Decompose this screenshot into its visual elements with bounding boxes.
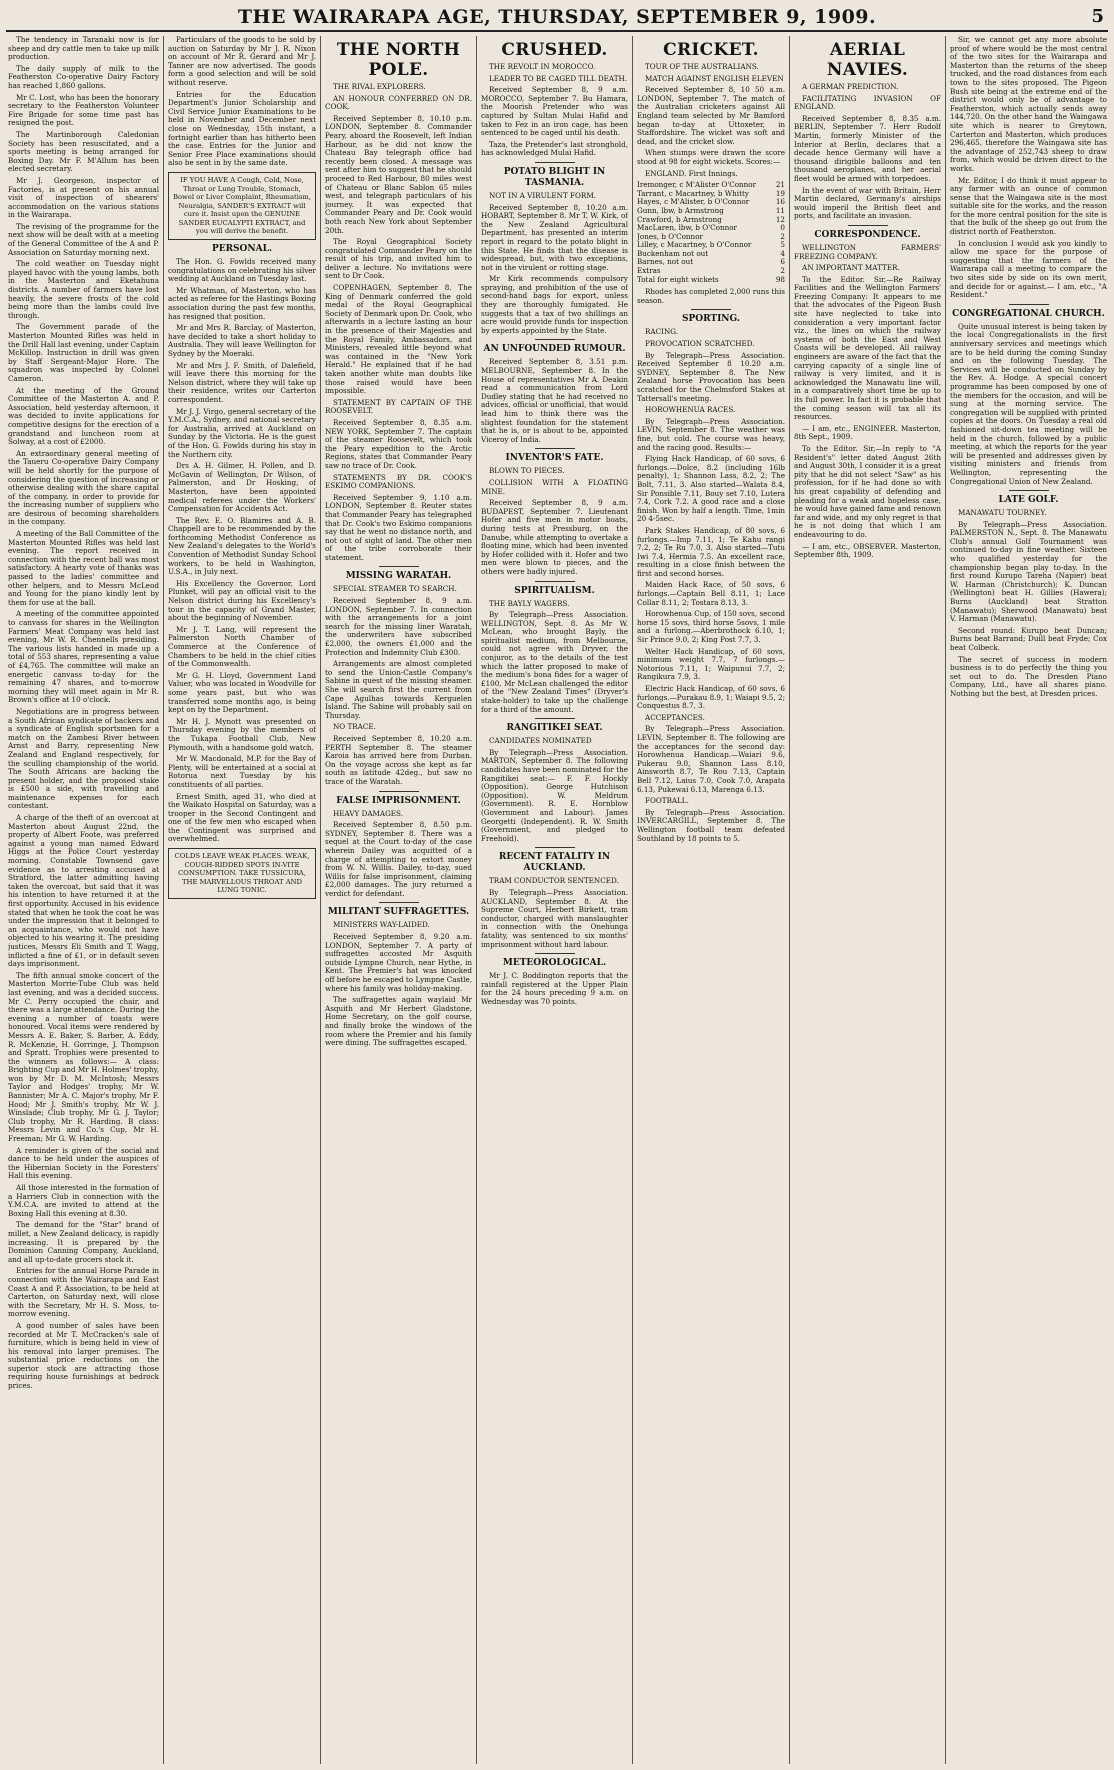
paragraph: Mr and Mrs R. Barclay, of Masterton, have decided to take a short holiday to Australia. They will leave Wellington for Sydney by the Moeraki. bbox=[168, 323, 316, 358]
paragraph: THE RIVAL EXPLORERS. bbox=[333, 82, 426, 91]
divider bbox=[1009, 490, 1049, 491]
paragraph: NOT IN A VIRULENT FORM. bbox=[489, 190, 596, 200]
paragraph: AN IMPORTANT MATTER. bbox=[802, 263, 900, 273]
false-imprisonment-article bbox=[325, 810, 472, 899]
divider bbox=[379, 791, 419, 792]
late-golf-heading: LATE GOLF. bbox=[998, 495, 1059, 506]
paragraph: By Telegraph—Press Association. LEVIN, September 8. The following are the acceptances for the second day: Horowhenua Handicap.—Waiari 9.6, Pukerau 9.0, Shannon Lass 8.10, Ainsworth 8.7, Te Rou 7.13, Captain Bell 7.12, Laius 7.0, Cook 7.0, Arapata 6.13, Pukewai 6.13, Marenga 6.13. bbox=[637, 724, 785, 794]
cricket-scores-table bbox=[637, 181, 785, 284]
paragraph: Mr J. C. Boddington reports that the rainfall registered at the Upper Plain for the 24 hours preceding 9 a.m. on Wednesday was 70 points. bbox=[481, 971, 628, 1006]
batsman: Tarrant, c Macartney, b Whitty bbox=[637, 188, 749, 198]
paragraph: By Telegraph—Press Association. Received September 8 10.20 a.m. SYDNEY, September 8. The New Zealand horse Provocation has been scratched for the Chelmsford Stakes at Tattersall's meeting. bbox=[637, 350, 785, 403]
paragraph: Mr J. Georgeson, inspector of Factories, is at present on his annual visit of inspection of shearers' accommodation on the various stations in the Wairarapa. bbox=[8, 175, 159, 220]
paragraph: Entries for the Education Department's Junior Scholarship and Civil Service Junior Examinations to be held in November and December next close on Wednesday, 15th instant, a fortnight earlier than has hitherto been the case. Entries for the Junior and Senior Free Place examinations should also be sent in by the same date. bbox=[168, 89, 316, 168]
rangitikei-heading: RANGITIKEI SEAT. bbox=[506, 723, 603, 734]
paragraph: The Martinborough Caledonian Society has been resuscitated, and a sports meeting is being arranged for Boxing Day. Mr F. M'Allum has been elected secretary. bbox=[8, 129, 159, 174]
paragraph: By Telegraph—Press Association. PALMERSTON N., Sept. 8. The Manawatu Club's annual Golf Tournament was continued to-day in fine weather. Sixteen who qualified yesterday for the championship began play to-day. In the first round Kurupo Tareha (Napier) beat W. Harman (Christchurch); K. Duncan (Wellington) beat H. Gillies (Hawera); Burns (Auckland) beat Stratton (Manawatu); Sherwood (Manawatu) beat V. Harman (Manawatu). bbox=[950, 519, 1107, 624]
cricket-heading: CRICKET. bbox=[663, 40, 759, 60]
paragraph: In the event of war with Britain, Herr Martin declared, Germany's airships would imperil the British fleet and ports, and facilitate an invasion. bbox=[794, 185, 941, 221]
paragraph: MANAWATU TOURNEY. bbox=[958, 508, 1047, 518]
paragraph: Entries for the annual Horse Parade in connection with the Wairarapa and East Coast A and P. Association, to be held at Carterton, on Saturday next, will close with the Secretary, Mr H. S. Moss, to-morrow evening. bbox=[8, 1266, 159, 1319]
paragraph: CANDIDATES NOMINATED bbox=[489, 736, 592, 746]
cricket-article bbox=[637, 63, 785, 178]
aerial-navies-heading: AERIAL NAVIES. bbox=[826, 40, 909, 80]
paragraph: In conclusion I would ask you kindly to allow me space for the purpose of suggesting that the farmers of the Wairarapa call a meeting to compare the two sites side by side on its own merit, and decide for or against.— I am, etc., "A Resident." bbox=[950, 238, 1107, 300]
paragraph: The Rev. E. O. Blamires and A. B. Chappell are to be recommended by the forthcoming Methodist Conference as New Zealand's delegates to the World's Convention of Methodist Sunday School workers, to be held in Washington, U.S.A., in July next. bbox=[168, 515, 316, 577]
correspondence-heading: CORRESPONDENCE. bbox=[814, 229, 921, 240]
runs: 16 bbox=[775, 197, 785, 207]
runs: 19 bbox=[775, 188, 785, 198]
runs: 11 bbox=[775, 205, 785, 215]
paragraph: Received September 8, 10.20 a.m. PERTH September 8. The steamer Karoia has arrived here from Durban. On the voyage across she kept as far south as latitude 42deg., but saw no trace of the Waratah. bbox=[325, 733, 472, 786]
crushed-heading: CRUSHED. bbox=[501, 40, 608, 60]
paragraph: Horowhenua Cup, of 150 sovs, second horse 15 sovs, third horse 5sovs, 1 mile and a furlong.—Aberbrothock 6.10, 1; Sir Prince 9.0, 2; King Post 7.7, 3. bbox=[637, 609, 785, 645]
paragraph: Negotiations are in progress between a South African syndicate of backers and a syndicate of English sportsmen for a match on the Zambesi River between Arnst and Barry, representing New Zealand and England respectively, for the sculling championship of the world. The South Africans are backing the present holder, and the proposed stake is £500 a side, with travelling and maintenance expenses for each contestant. bbox=[8, 706, 159, 811]
paragraph: MINISTERS WAY-LAIDED. bbox=[333, 920, 430, 930]
paragraph: Received September 8, 8.50 p.m. SYDNEY, September 8. There was a sequel at the Court to-day of the case wherein Dailey was acquitted of a charge of attempting to extort money from W. N. Willis. Dailey, to-day, sued Willis for false imprisonment, claiming £2,000 damages. The jury returned a verdict for defendant. bbox=[325, 820, 472, 898]
paragraph: An extraordinary general meeting of the Taueru Co-operative Dairy Company will be held shortly for the purpose of considering the question of increasing or otherwise dealing with the share capital of the company, in order to provide for the increasing number of suppliers who are desirous of becoming shareholders in the company. bbox=[8, 448, 159, 527]
paragraph: SPECIAL STEAMER TO SEARCH. bbox=[333, 584, 457, 594]
paragraph: The daily supply of milk to the Featherston Co-operative Dairy Factory has reached 1,860 gallons. bbox=[8, 63, 159, 90]
paragraph: AN HONOUR CONFERRED ON DR. COOK. bbox=[325, 93, 472, 112]
personal-list bbox=[168, 258, 316, 844]
paragraph: THE BAYLY WAGERS. bbox=[489, 598, 570, 608]
spiritualism-article bbox=[481, 600, 628, 715]
paragraph: Received September 8, 8.35 a.m. BERLIN, September 7. Herr Rudolf Martin, formerly Minister of the Interior at Berlin, declares that a decade hence Germany will have a thousand dirigible balloons and ten thousand aeroplanes, and her aerial fleet would be armed with torpedoes. bbox=[794, 113, 941, 183]
paragraph: By Telegraph—Press Association. INVERCARGILL, September 8. The Wellington football team defeated Southland by 18 points to 5. bbox=[637, 807, 785, 843]
score-row bbox=[637, 276, 785, 285]
potato-blight-article bbox=[481, 192, 628, 336]
paragraph: RACING. bbox=[645, 327, 678, 337]
paragraph: Taza, the Pretender's last stronghold, has acknowledged Mulai Hafid. bbox=[481, 139, 628, 158]
column-6 bbox=[794, 36, 941, 1764]
paragraph: The Royal Geographical Society congratulated Commander Peary on the result of his trip, and invited him to deliver a lecture. No invitations were sent to Dr Cook. bbox=[325, 237, 472, 281]
column-5 bbox=[637, 36, 785, 1764]
paragraph: Drs A. H. Gilmer, H. Pollen, and D. McGavin of Wellington, Dr Wilson, of Palmerston, and Dr Hosking, of Masterton, have been appointed medical referees under the Workers' Compensation for Accidents Act. bbox=[168, 461, 316, 514]
paragraph: Mr H. J. Mynott was presented on Thursday evening by the members of the Tukapa Football Club, New Plymouth, with a handsome gold watch. bbox=[168, 716, 316, 752]
paragraph: By Telegraph—Press Association. AUCKLAND, September 8. At the Supreme Court, Herbert Birkett, tram conductor, charged with manslaughter in connection with the Onehunga fatality, was sentenced to six months' imprisonment without hard labour. bbox=[481, 887, 628, 949]
waratah-heading: MISSING WARATAH. bbox=[345, 571, 452, 582]
paragraph: Mr Kirk recommends compulsory spraying, and prohibition of the use of second-hand bags for export, unless they are thoroughly fumigated. He suggests that a tax of two shillings an acre would provide funds for inspection by experts appointed by the State. bbox=[481, 274, 628, 335]
freezing-company-letter bbox=[950, 36, 1107, 300]
fatality-heading: RECENT FATALITY IN AUCKLAND. bbox=[498, 852, 611, 874]
paragraph: The suffragettes again waylaid Mr Asquith and Mr Herbert Gladstone, Home Secretary, on the golf course, and finally broke the windows of the room where the Premier and his family were dining. The suffragettes escaped. bbox=[325, 995, 472, 1048]
paragraph: The fifth annual smoke concert of the Masterton Morrie-Tube Club was held last evening, and was a decided success. Mr C. Perry occupied the chair, and there was a large attendance. During the evening a number of toasts were honoured. Vocal items were rendered by Messrs A. E. Baker, S. Barber, A. Eddy, R. McKenzie, H. Gorringe, J. Thompson and Spratt. Trophies were presented to the winners as follows:— A class: Brighting Cup and Mr H. Holmes' trophy, won by Mr D. M. McIntosh; Messrs Taylor and Hodges' trophy, Mr W. Bannister; Mr A. C. Major's trophy, Mr F. Hood; Mr J. Smith's trophy, Mr W. J. Winslade; Club trophy, Mr G. J. Taylor; Club trophy, Mr R. Harding. B class: Messrs Levin and Co.'s Cup, Mr H. Freeman; Mr G. W. Harding. bbox=[8, 970, 159, 1144]
paragraph: The Hon. G. Fowlds received many congratulations on celebrating his silver wedding at Auckland on Tuesday last. bbox=[168, 257, 316, 284]
divider bbox=[848, 225, 888, 226]
column-divider bbox=[320, 36, 321, 1764]
paragraph: Received September 8, 10.20 a.m. HOBART, September 8. Mr T. W. Kirk, of the New Zealand Agricultural Department, has presented an interim report in regard to the potato blight in this State. He finds that the disease is widespread, but, with two exceptions, not in the virulent or rotting stage. bbox=[481, 202, 628, 272]
column-divider bbox=[632, 36, 633, 1764]
cricket-footnote: Rhodes has completed 2,000 runs this season. bbox=[637, 287, 785, 305]
batsman: Gunn, lbw, b Armstrong bbox=[637, 205, 724, 215]
column-divider bbox=[789, 36, 790, 1764]
paragraph: COLLISION WITH A FLOATING MINE. bbox=[481, 477, 628, 496]
paragraph: To the Editor. Sir,—In reply to "A Resident's" letter dated August 26th and August 30th, I consider it is a great pity that he did not select "Saw" as his profession, for if he had done so with his great capability of defending and pleading for a weak and hopeless case, he would have gained fame and renown far and wide, and my only regret is that he is not doing that which I am endeavouring to do. bbox=[794, 443, 941, 539]
sporting-heading: SPORTING. bbox=[681, 314, 741, 325]
paragraph: NO TRACE. bbox=[333, 722, 376, 732]
rumour-heading: AN UNFOUNDED RUMOUR. bbox=[483, 344, 626, 355]
waratah-article bbox=[325, 585, 472, 786]
paragraph: THE REVOLT IN MOROCCO. bbox=[489, 62, 596, 71]
paragraph: Electric Hack Handicap, of 60 sovs, 6 furlongs.—Purakau 8.9, 1; Waiapi 9.5, 2; Conquestus 8.7, 3. bbox=[637, 684, 785, 711]
paragraph: Sir, we cannot get any more absolute proof of where would be the most central of the two sites for the Wairarapa and Masterton than the returns of the sheep trucked, and the road distances from each town to the sites proposed. The Pigeon Bush site being at the extreme end of the district would only be of advantage to Featherston, which actually sends away 144,720. On the other hand the Waingawa site which is nearer to Greytown, Carterton and Masterton, which produces 296,465, therefore the Waingawa site has the advantage of 252,743 sheep to draw from, which would be driven direct to the works. bbox=[950, 36, 1107, 173]
runs: 21 bbox=[775, 180, 785, 190]
paragraph: Welter Hack Handicap, of 60 sovs, minimum weight 7.7, 7 furlongs.—Notorious 7.11, 1; Waipunui 7.7, 2; Rangikura 7.9, 3. bbox=[637, 646, 785, 682]
paragraph: Mr G. H. Lloyd, Government Land Valuer, who was located in Woodville for some years past, but who was transferred some months ago, is being kept on by the Department. bbox=[168, 670, 316, 715]
divider bbox=[535, 448, 575, 449]
runs: 0 bbox=[780, 223, 785, 233]
paragraph: Mr W. Macdonald, M.P. for the Bay of Plenty, will be entertained at a social at Rotorua next Tuesday by his constituents of all parties. bbox=[168, 754, 316, 789]
runs: 5 bbox=[780, 240, 785, 250]
morocco-article bbox=[481, 63, 628, 158]
paragraph: FACILITATING INVASION OF ENGLAND. bbox=[794, 93, 941, 112]
paragraph: WELLINGTON FARMERS' FREEZING COMPANY. bbox=[794, 242, 941, 261]
correspondence-article bbox=[794, 244, 941, 560]
spiritualism-heading: SPIRITUALISM. bbox=[514, 585, 595, 596]
sander-extract-ad: IF YOU HAVE A Cough, Cold, Nose, Throat or Lung Trouble, Stomach, Bowel or Liver Complaint, Rheumatism, Neuralgia, SANDER'S EXTRACT will cure it. Insist upon the GENUINE SANDER EUCALYPTI EXTRACT, and you will derive the benefit. bbox=[168, 172, 316, 240]
paragraph: By Telegraph—Press Association. WELLINGTON, Sept. 8. As Mr W. McLean, who brought Bayly, the spiritualist medium, from Melbourne, could not agree with Dryver, the conjuror, as to the details of the test which the latter proposed to make of the medium's bona fides for a wager of £100, Mr McLean challenged the editor of the "New Zealand Times" (Dryver's stake-holder) to take up the challenge for a third of the amount. bbox=[481, 610, 628, 714]
north-pole-heading: THE NORTH POLE. bbox=[336, 40, 461, 80]
suffragettes-heading: MILITANT SUFFRAGETTES. bbox=[327, 907, 470, 918]
runs: 4 bbox=[780, 248, 785, 258]
batsman: Barnes, not out bbox=[637, 257, 694, 267]
paragraph: A good number of sales have been recorded at Mr T. McCracken's sale of furniture, which is being held in view of his removal into larger premises. The substantial price reductions on the superior stock are attracting those requiring house furnishings at bedrock prices. bbox=[8, 1320, 159, 1391]
paragraph: Flying Hack Handicap, of 60 sovs, 6 furlongs.—Dolce, 8.2 (including 16lb penalty), 1; Shannon Lass, 8.2, 2; The Bolt, 7.11, 3. Also started—Walata 8.4, Sir Ponsible 7.11, Bouy set 7.10, Lutera 7.4, Cork 7.2. A good race and a close finish. Won by half a length. Time, 1min 20 4-5sec. bbox=[637, 454, 785, 524]
column-divider bbox=[476, 36, 477, 1764]
batsman: Crawford, b Armstrong bbox=[637, 214, 722, 224]
paragraph: Quite unusual interest is being taken by the local Congregationalists in the first anniversary services and meetings which are to be held during the coming Sunday and on the following Tuesday. The Services will be conducted on Sunday by the Rev. A. Hodge. A special concert programme has been composed by one of the members for the occasion, and will be sung at the morning service. The congregation will be supplied with printed copies at the doors. On Tuesday a real old fashioned sit-down tea meeting will be held in the church, followed by a public meeting, at which the reports for the year will be presented and addresses given by visiting ministers and friends from Wellington, representing the Congregational Union of New Zealand. bbox=[950, 321, 1107, 486]
rangitikei-article bbox=[481, 737, 628, 843]
paragraph: — I am, etc., OBSERVER. Masterton, September 8th, 1909. bbox=[794, 541, 941, 560]
rumour-article bbox=[481, 358, 628, 444]
paragraph: Received September 8, 9.20 a.m. LONDON, September 7. A party of suffragettes accosted Mr Asquith outside Lympne Church, near Hythe, in Kent. The Premier's hat was knocked off before he escaped to Lympne Castle, where his family was holiday-making. bbox=[325, 932, 472, 993]
paragraph: Particulars of the goods to be sold by auction on Saturday by Mr J. R. Nixon on account of Mr R. Gerard and Mr J. Tanner are now advertised. The goods form a good selection and will be sold without reserve. bbox=[168, 36, 316, 87]
paragraph: Mr and Mrs J. F. Smith, of Dalefield, will leave there this morning for the Nelson district, where they will take up their residence, writes our Carterton correspondent. bbox=[168, 360, 316, 404]
divider bbox=[535, 339, 575, 340]
paragraph: — I am, etc., ENGINEER. Masterton, 8th Sept., 1909. bbox=[794, 423, 941, 442]
paragraph: By Telegraph—Press Association. LEVIN, September 8. The weather was fine, but cold. The course was heavy, and the racing good. Results:— bbox=[637, 416, 785, 452]
runs: 2 bbox=[780, 231, 785, 241]
runs: 12 bbox=[775, 214, 785, 224]
paragraph: When stumps were drawn the score stood at 98 for eight wickets. Scores:— bbox=[637, 148, 785, 166]
column-divider bbox=[945, 36, 946, 1764]
paragraph: TOUR OF THE AUSTRALIANS. bbox=[645, 62, 759, 71]
inventor-heading: INVENTOR'S FATE. bbox=[505, 453, 604, 464]
column-4 bbox=[481, 36, 628, 1764]
masthead-rule bbox=[6, 30, 1108, 32]
paragraph: All those interested in the formation of a Harriers Club in connection with the Y.M.C.A. are invited to attend at the Boxing Hall this evening at 8.30. bbox=[8, 1183, 159, 1218]
column-7 bbox=[950, 36, 1107, 1764]
paragraph: LEADER TO BE CAGED TILL DEATH. bbox=[489, 73, 628, 83]
paragraph: At the meeting of the Ground Committee of the Masterton A. and P. Association, held yesterday afternoon, it was decided to invite applications for competitive designs for the erection of a grandstand and luncheon room at Solway, at a cost of £2000. bbox=[8, 385, 159, 447]
paragraph: A reminder is given of the social and dance to be held under the auspices of the Hibernian Society in the Foresters' Hall this evening. bbox=[8, 1145, 159, 1181]
divider bbox=[535, 953, 575, 954]
paragraph: The cold weather on Tuesday night played havoc with the young lambs, both in the Masterton and Eketahuna districts. A number of farmers have lost heavily, the severe frosts of the cold being more than the lambs could live through. bbox=[8, 259, 159, 320]
batsman: Iremonger, c M'Alister O'Connor bbox=[637, 180, 757, 190]
fatality-article bbox=[481, 877, 628, 949]
paragraph: Received September 8, 9 a.m. LONDON, September 7. In connection with the arrangements for a joint search for the missing liner Waratah, the underwriters have subscribed £2,000, the owners £1,000 and the Protection and Indemnity Club £300. bbox=[325, 596, 472, 657]
paragraph: TRAM CONDUCTOR SENTENCED. bbox=[489, 876, 619, 886]
paragraph: COPENHAGEN, September 8. The King of Denmark conferred the gold medal of the Royal Geographical Society of Denmark upon Dr. Cook, who afterwards in a lecture lasting an hour in the presence of their Majesties and the Royal Family, Ambassadors, and Ministers, revealed little beyond what was contained in the "New York Herald." He explained that if he had taken another white man doubts like those raised would have been impossible. bbox=[325, 283, 472, 396]
paragraph: Received September 8, 10.10 p.m. LONDON, September 8. Commander Peary, aboard the Roosevelt, left Indian Harbour, as he did not know the Chateau Bay telegraph office had recently been closed. A message was sent after him to suggest that he should proceed to Red Harbour, 80 miles west of Chateau or Blanc Sablon 65 miles west, and telegraph particulars of his journey. It was expected that Commander Peary and Dr. Cook would both reach New York about September 20th. bbox=[325, 113, 472, 235]
batsman: Lilley, c Macartney, b O'Connor bbox=[637, 240, 752, 250]
divider bbox=[535, 847, 575, 848]
batsman: Hayes, c M'Alister, b O'Connor bbox=[637, 197, 750, 207]
paragraph: By Telegraph—Press Association. MARTON, September 8. The following candidates have been nominated for the Rangitikei seat:— F. F. Hockly (Opposition). George Hutchison (Opposition). W. Meldrum (Government). R. E. Hornblow (Government and Labour). James Georgetti (Independent). R. W. Smith (Government, and pledged to Freehold). bbox=[481, 747, 628, 843]
paragraph: Park Stakes Handicap, of 80 sovs, 6 furlongs.—Imp 7.11, 1; Te Kahu rangi 7.2, 2; Te Ru 7.0, 3. Also started—Tutu Iwi 7.4, Hermia 7.5. An excellent race, resulting in a close finish between the first and second horses. bbox=[637, 525, 785, 578]
paragraph: ACCEPTANCES. bbox=[645, 712, 705, 722]
paragraph: To the Editor. Sir,—Re Railway Facilities and the Wellington Farmers' Freezing Company: It appears to me that the advocates of the Pigeon Bush site have neglected to take into consideration a very important factor viz., the lines on which the railway systems of both the East and West Coasts will be developed. All railway engineers are aware of the fact that the carrying capacity of a single line of railway is very limited, and it is acknowledged the Manawatu line will, in a comparatively short time be up to its full power. In fact it is probable that the coming season will tax all its resources. bbox=[794, 274, 941, 422]
paragraph: A meeting of the committee appointed to canvass for shares in the Wellington Farmers' Meat Company was held last evening, Mr W. R. Chennells presiding. The various lists handed in made up a total of 553 shares, representing a value of £4,765. The committee will make an energetic canvass to-day for the remaining 47 shares, and to-morrow morning they will meet again in Mr R. Brown's office at 10 o'clock. bbox=[8, 609, 159, 705]
paragraph: Maiden Hack Race, of 50 sovs, 6 furlongs.—Captain Bell 8.11, 1; Lace Collar 8.11, 2; Tostara 8.13, 3. bbox=[637, 580, 785, 607]
inventor-article bbox=[481, 467, 628, 576]
north-pole-article bbox=[325, 83, 472, 562]
divider bbox=[379, 566, 419, 567]
paragraph: His Excellency the Governor, Lord Plunket, will pay an official visit to the Nelson district during his Excellency's tour in the capacity of Grand Master, about the beginning of November. bbox=[168, 578, 316, 623]
divider bbox=[535, 162, 575, 163]
batsman: Jones, b O'Connor bbox=[637, 231, 703, 241]
paragraph: Mr Whatman, of Masterton, who has acted as referee for the Hastings Boxing association during the past few months, has resigned that position. bbox=[168, 285, 316, 321]
paragraph: HEAVY DAMAGES. bbox=[333, 808, 404, 818]
paragraph: The secret of success in modern business is to do perfectly the thing you set out to do. The Dresden Piano Company, Ltd., have all shares piano. Nothing but the best, at Dresden prices. bbox=[950, 654, 1107, 698]
paragraph: Mr J. J. Virgo, general secretary of the Y.M.C.A., Sydney, and national secretary for Australia, arrived at Auckland on Sunday by the Victoria. He is the guest of the Hon. G. Fowlds during his stay in the Northern city. bbox=[168, 406, 316, 459]
false-imprisonment-heading: FALSE IMPRISONMENT. bbox=[336, 795, 461, 806]
notices-list bbox=[168, 36, 316, 168]
column-divider bbox=[163, 36, 164, 1764]
paragraph: Ernest Smith, aged 31, who died at the Waikato Hospital on Saturday, was a trooper in the Second Contingent and one of the few men who escaped when the Contingent was surprised and overwhelmed. bbox=[168, 791, 316, 844]
paragraph: Mr C. Lost, who has been the honorary secretary to the Featherston Volunteer Fire Brigade for some time past has resigned the post. bbox=[8, 92, 159, 128]
paragraph: A charge of the theft of an overcoat at Masterton about August 22nd, the property of Albert Foote, was preferred against a young man named Edward Higgs at the Police Court yesterday morning. Constable Townsend gave evidence as to arresting accused at Stratford, the latter admitting having taken the overcoat, but said that it was his intention to have returned it at the first opportunity. Accused in his evidence stated that when he took the coat he was under the impression that it belonged to an acquaintance, who would not have objected to his wearing it. The presiding justices, Messrs Eli Smith and T. Wagg, inflicted a fine of £1, or in default seven days imprisonment. bbox=[8, 813, 159, 969]
divider bbox=[535, 718, 575, 719]
batsman: MacLaren, lbw, b O'Connor bbox=[637, 223, 737, 233]
aerial-navies-article bbox=[794, 83, 941, 221]
paragraph: Received September 8, 3.51 p.m. MELBOURNE, September 8. In the House of representatives Mr A. Deakin read a communication from Lord Dudley stating that he had received no advices, official or unofficial, that would lead him to think there was the slightest foundation for the statement that he is, or is about to be, appointed Viceroy of India. bbox=[481, 357, 628, 444]
paragraph: The tendency in Taranaki now is for sheep and dry cattle men to take up milk production. bbox=[8, 36, 159, 62]
paragraph: STATEMENTS BY DR. COOK'S ESKIMO COMPANIONS. bbox=[325, 472, 472, 491]
paragraph: Mr. Editor, I do think it must appear to any farmer with an ounce of common sense that the Waingawa site is the most suitable site for the works, and the reason for the more central position for the site is that the bulk of the sheep go out from the district north of Featherston. bbox=[950, 175, 1107, 237]
runs: 98 bbox=[775, 274, 785, 284]
personal-heading: PERSONAL. bbox=[211, 244, 273, 255]
late-golf-article bbox=[950, 509, 1107, 698]
paragraph: The Government parade of the Masterton Mounted Rifles was held in the Drill Hall last evening, under Captain McKillop. Instruction in drill was given by Staff Sergeant-Major Hore. The squadron was inspected by Colonel Cameron. bbox=[8, 322, 159, 383]
suffragettes-article bbox=[325, 921, 472, 1047]
masthead bbox=[0, 0, 1114, 32]
batsman: Buckenham not out bbox=[637, 248, 709, 258]
paragraph: Mr J. T. Lang, will represent the Palmerston North Chamber of Commerce at the Conference of Chambers to be held in the chief cities of the Commonwealth. bbox=[168, 624, 316, 669]
divider bbox=[691, 309, 731, 310]
divider bbox=[1009, 304, 1049, 305]
sporting-article bbox=[637, 328, 785, 843]
paragraph: PROVOCATION SCRATCHED. bbox=[645, 339, 755, 349]
paragraph: BLOWN TO PIECES. bbox=[489, 466, 565, 476]
paragraph: Received September 8, 10 50 a.m. LONDON, September 7. The match of the Australian cricketers against All England team selected by Mr Bamford began to-day at Uttoxeter, in Staffordshire. The wicket was soft and dead, and the cricket slow. bbox=[637, 85, 785, 146]
paragraph: Second round: Kurupo beat Duncan; Burns beat Barrand; Duill beat Fryde; Cox beat Colbeck. bbox=[950, 625, 1107, 652]
divider bbox=[379, 902, 419, 903]
paragraph: MATCH AGAINST ENGLISH ELEVEN bbox=[645, 73, 784, 83]
meteorological-article bbox=[481, 972, 628, 1006]
batsman: Extras bbox=[637, 266, 661, 276]
newspaper-title: THE WAIRARAPA AGE, THURSDAY, SEPTEMBER 9, 1909. bbox=[237, 6, 877, 28]
paragraph: Received September 9, 1.10 a.m. LONDON, September 8. Reuter states that Commander Peary has telegraphed that Dr. Cook's two Eskimo companions say that he went no distance north, and not out of sight of land. The other men of the tribe corroborate their statement. bbox=[325, 492, 472, 562]
paragraph: FOOTBALL. bbox=[645, 796, 689, 806]
paragraph: Received September 8, 9 a.m. BUDAPEST, September 7. Lieutenant Hofer and five men in motor boats, during tests at Pressburg, on the Danube, while attempting to overtake a floating mine, which had been invented by Hofer collided with it. Hofer and two men were blown to pieces, and the others were badly injured. bbox=[481, 498, 628, 576]
congregational-heading: CONGREGATIONAL CHURCH. bbox=[952, 308, 1105, 319]
potato-blight-heading: POTATO BLIGHT IN TASMANIA. bbox=[503, 166, 606, 188]
paragraph: ENGLAND. First Innings. bbox=[645, 168, 738, 178]
paragraph: Arrangements are almost completed to send the Union-Castle Company's Sabine in quest of the missing steamer. She will search first the current from Cape Agulhas towards Kerguelen Island. The Sabine will probably sail on Thursday. bbox=[325, 659, 472, 720]
page-number: 5 bbox=[1091, 6, 1104, 27]
local-news-list bbox=[8, 36, 159, 1391]
column-3 bbox=[325, 36, 472, 1764]
congregational-article bbox=[950, 323, 1107, 486]
batsman: Total for eight wickets bbox=[637, 274, 719, 284]
column-1-local-news bbox=[8, 36, 159, 1764]
paragraph: A GERMAN PREDICTION. bbox=[802, 82, 899, 91]
tussicura-ad: COLDS LEAVE WEAK PLACES. WEAK, COUGH-RIDDED SPOTS IN-VITE CONSUMPTION. TAKE TUSSICURA, THE MARVELLOUS THROAT AND LUNG TONIC. bbox=[168, 848, 316, 899]
runs: 2 bbox=[780, 266, 785, 276]
paragraph: STATEMENT BY CAPTAIN OF THE ROOSEVELT. bbox=[325, 397, 472, 416]
column-2 bbox=[168, 36, 316, 1764]
paragraph: The demand for the "Star" brand of millet, a New Zealand delicacy, is rapidly increasing. It is prepared by the Dominion Canning Company, Auckland, and all up-to-date grocers stock it. bbox=[8, 1220, 159, 1264]
paragraph: Received September 8, 9 a.m. MOROCCO, September 7. Bu Hamara, the Moorish Pretender who was captured by Sultan Mulai Hafid and taken to Fez in an iron cage, has been sentenced to be caged until his death. bbox=[481, 85, 628, 138]
paragraph: Received September 8, 8.35 a.m. NEW YORK, September 7. The captain of the steamer Roosevelt, which took the Peary expedition to the Arctic Regions, states that Commander Peary saw no trace of Dr. Cook. bbox=[325, 417, 472, 470]
paragraph: HOROWHENUA RACES. bbox=[645, 405, 736, 415]
paragraph: A meeting of the Ball Committee of the Masterton Mounted Rifles was held last evening. The report received in connection with the recent ball was most satisfactory. A hearty vote of thanks was passed to the ladies' committee and other helpers, and to Messrs McLeod and Young for the piano kindly lent by them for use at the ball. bbox=[8, 529, 159, 607]
divider bbox=[535, 581, 575, 582]
meteorological-heading: METEOROLOGICAL. bbox=[502, 958, 607, 969]
paragraph: The revising of the programme for the next show will be dealt with at a meeting of the General Committee of the A and P. Association on Saturday morning next. bbox=[8, 221, 159, 257]
runs: 6 bbox=[780, 257, 785, 267]
